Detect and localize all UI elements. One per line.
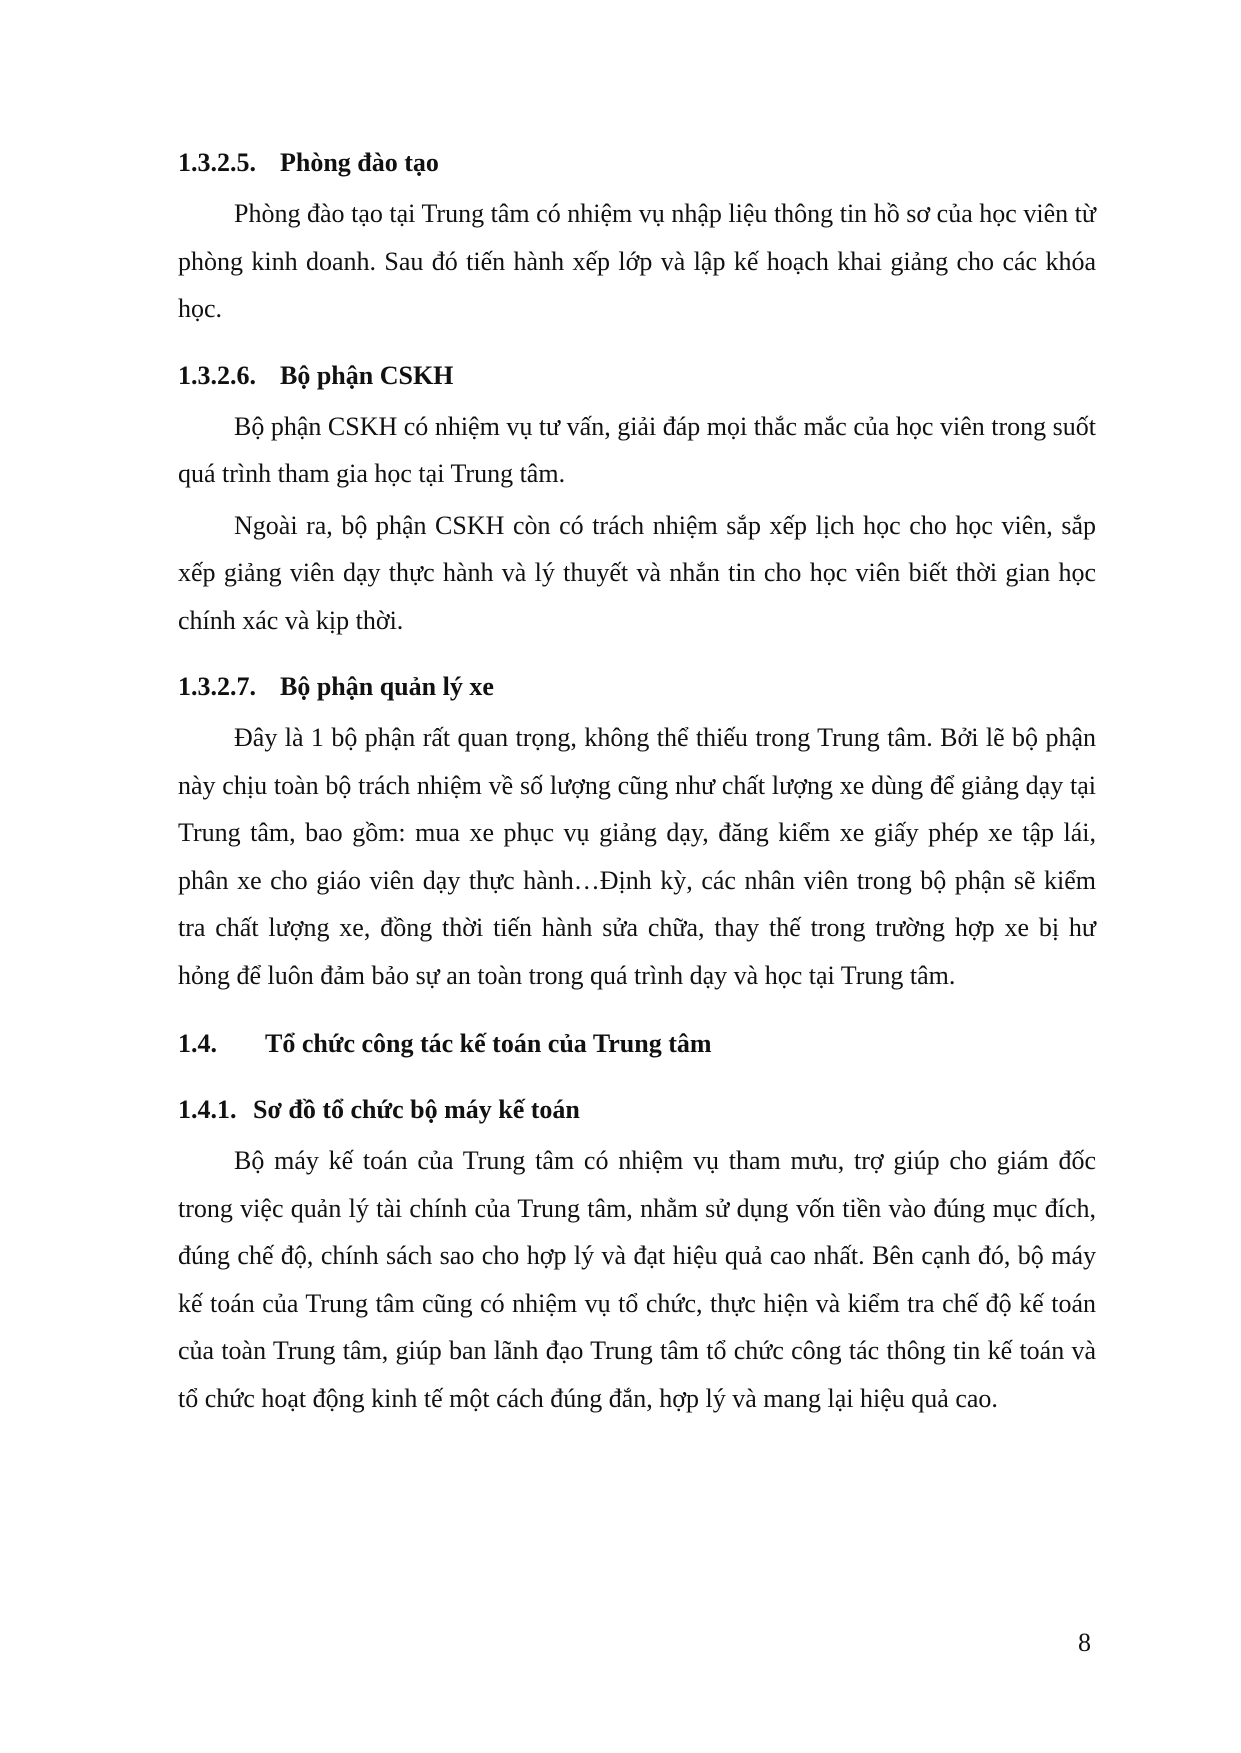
section-number: 1.3.2.6. [178,360,256,390]
section-heading-1-4-1 [178,1087,1096,1133]
section-title: Phòng đào tạo [280,148,439,177]
section-heading-1-3-2-6 [178,353,1096,399]
paragraph: Phòng đào tạo tại Trung tâm có nhiệm vụ nhập liệu thông tin hồ sơ của học viên từ phòng kinh doanh. Sau đó tiến hành xếp lớp và lập kế hoạch khai giảng cho các khóa học. [178,199,1096,323]
paragraph: Ngoài ra, bộ phận CSKH còn có trách nhiệm sắp xếp lịch học cho học viên, sắp xếp giảng viên dạy thực hành và lý thuyết và nhắn tin cho học viên biết thời gian học chính xác và kịp thời. [178,510,1096,635]
section-heading-1-4 [178,1021,1096,1067]
page-number: 8 [1078,1628,1091,1657]
section-title: Bộ phận CSKH [280,360,454,390]
section-number: 1.4. [178,1029,217,1058]
section-number: 1.3.2.7. [178,672,256,701]
paragraph: Bộ máy kế toán của Trung tâm có nhiệm vụ tham mưu, trợ giúp cho giám đốc trong việc quản lý tài chính của Trung tâm, nhằm sử dụng vốn tiền vào đúng mục đích, đúng chế độ, chính sách sao cho hợp lý và đạt hiệu quả cao nhất. Bên cạnh đó, bộ máy kế toán của Trung tâm cũng có nhiệm vụ tổ chức, thực hiện và kiểm tra chế độ kế toán của toàn Trung tâm, giúp ban lãnh đạo Trung tâm tổ chức công tác thông tin kế toán và tổ chức hoạt động kinh tế một cách đúng đắn, hợp lý và mang lại hiệu quả cao. [178,1146,1096,1413]
section-title: Bộ phận quản lý xe [280,672,494,701]
section-number: 1.3.2.5. [178,148,256,177]
section-title: Tổ chức công tác kế toán của Trung tâm [265,1029,712,1058]
page-content [178,140,1096,1426]
paragraph: Bộ phận CSKH có nhiệm vụ tư vấn, giải đáp mọi thắc mắc của học viên trong suốt quá trình tham gia học tại Trung tâm. [178,411,1096,488]
section-number: 1.4.1. [178,1095,237,1124]
section-title: Sơ đồ tổ chức bộ máy kế toán [253,1095,580,1124]
section-heading-1-3-2-7 [178,664,1096,710]
paragraph: Đây là 1 bộ phận rất quan trọng, không thể thiếu trong Trung tâm. Bởi lẽ bộ phận này chịu toàn bộ trách nhiệm về số lượng cũng như chất lượng xe dùng để giảng dạy tại Trung tâm, bao gồm: mua xe phục vụ giảng dạy, đăng kiểm xe giấy phép xe tập lái, phân xe cho giáo viên dạy thực hành…Định kỳ, các nhân viên trong bộ phận sẽ kiểm tra chất lượng xe, đồng thời tiến hành sửa chữa, thay thế trong trường hợp xe bị hư hỏng để luôn đảm bảo sự an toàn trong quá trình dạy và học tại Trung tâm. [178,723,1096,990]
section-heading-1-3-2-5 [178,140,1096,186]
